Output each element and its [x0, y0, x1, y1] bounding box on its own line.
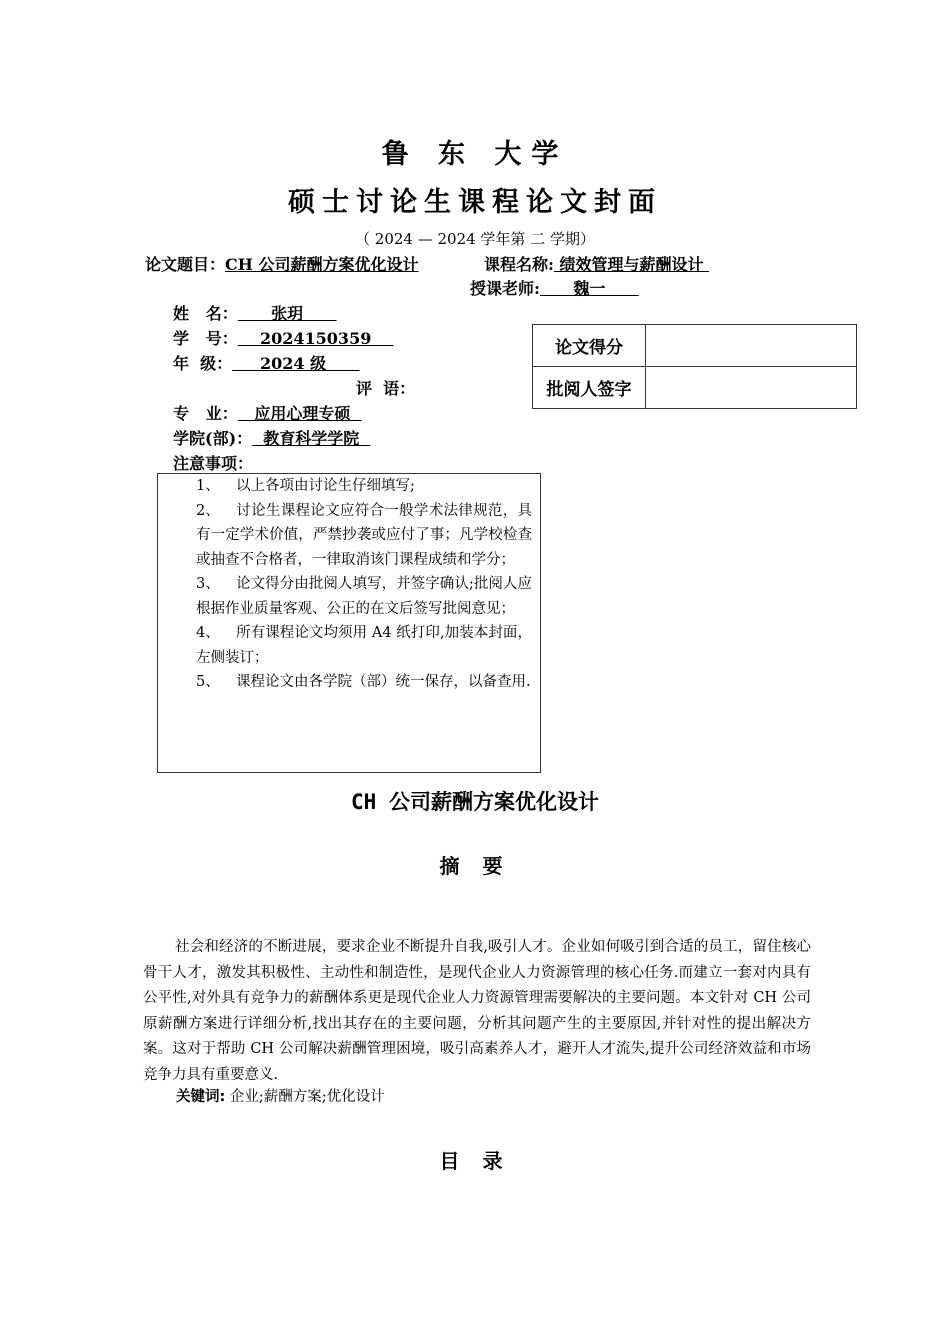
paper-title-value: CH 公司薪酬方案优化设计 [225, 255, 419, 274]
name-label: 姓 名： [173, 304, 238, 323]
major-row [173, 401, 362, 424]
course-value: 绩效管理与薪酬设计 [553, 255, 710, 274]
keywords-row [176, 1085, 385, 1106]
notes-item-number: 1、 [196, 478, 220, 494]
notes-item-text: 课程论文由各学院（部）统一保存，以备查用. [236, 674, 531, 690]
university-name: 鲁 东 大学 [381, 139, 569, 170]
college-row [173, 426, 370, 449]
notes-item-number: 3、 [196, 576, 220, 592]
notes-item-number: 2、 [196, 502, 220, 519]
academic-term: （ 2024 — 2024 学年第 二 学期） [355, 230, 595, 248]
student-id-value: 2024150359 [237, 329, 394, 348]
college-label: 学院(部)： [173, 429, 253, 448]
course-label: 课程名称: [484, 255, 554, 274]
notes-item [158, 621, 540, 670]
grade-label: 年 级： [173, 354, 233, 373]
notes-label: 注意事项： [173, 454, 254, 473]
signer-field[interactable] [646, 367, 857, 409]
notes-item [158, 499, 540, 573]
notes-box [157, 473, 541, 773]
abstract-text: 社会和经济的不断进展，要求企业不断提升自我,吸引人才。企业如何吸引到合适的员工，留住核心骨干人才，激发其积极性、主动性和制造性，是现代企业人力资源管理的核心任务.而建立一套对内具有公平性,对外具有竞争力的薪酬体系更是现代企业人力资源管理需要解决的主要问题。本文针对 CH 公司原薪酬方案进行详细分析,找出其存在的主要问题，分析其问题产生的主要原因,并针对性的提出解决方案。这对于帮助 CH 公司解决薪酬管理困境，吸引高素养人才，避开人才流失,提升公司经济效益和市场竞争力具有重要意义. [143, 939, 811, 1083]
cover-title: 硕士讨论生课程论文封面 [288, 187, 662, 218]
paper-title-row [145, 252, 418, 275]
course-row [484, 252, 709, 275]
name-row [173, 301, 337, 324]
comment-label: 评 语： [356, 379, 416, 398]
score-row [533, 325, 857, 367]
notes-item [158, 670, 540, 695]
student-id-row [173, 326, 394, 349]
toc-heading: 目 录 [439, 1149, 511, 1173]
student-id-label: 学 号： [173, 329, 238, 348]
notes-item-number: 4、 [196, 625, 220, 641]
notes-list [158, 474, 540, 695]
notes-item-number: 5、 [196, 674, 220, 690]
score-label: 论文得分 [533, 325, 646, 367]
teacher-row [470, 276, 639, 299]
signer-label: 批阅人签字 [533, 367, 646, 409]
notes-item-text: 论文得分由批阅人填写，并签字确认;批阅人应根据作业质量客观、公正的在文后签写批阅意见； [196, 576, 532, 617]
score-table [532, 324, 857, 409]
major-value: 应用心理专硕 [237, 404, 362, 423]
teacher-value: 魏一 [539, 279, 639, 298]
college-value: 教育科学学院 [252, 429, 371, 448]
notes-item-text: 所有课程论文均须用 A4 纸打印,加装本封面，左侧装订； [196, 625, 532, 666]
notes-item [158, 474, 540, 499]
teacher-label: 授课老师: [470, 279, 540, 298]
paper-heading: CH 公司薪酬方案优化设计 [351, 790, 599, 814]
paper-title-label: 论文题目： [145, 255, 226, 274]
keywords-value: 企业;薪酬方案;优化设计 [229, 1089, 385, 1105]
notes-item-text: 讨论生课程论文应符合一般学术法律规范，具有一定学术价值，严禁抄袭或应付了事；凡学校检查或抽查不合格者，一律取消该门课程成绩和学分； [196, 502, 532, 568]
major-label: 专 业： [173, 404, 238, 423]
notes-item [158, 572, 540, 621]
score-field[interactable] [646, 325, 857, 367]
keywords-label: 关键词: [176, 1089, 226, 1105]
signer-row [533, 367, 857, 409]
grade-row [173, 351, 360, 374]
abstract-heading: 摘 要 [439, 854, 511, 878]
grade-value: 2024 级 [232, 354, 360, 373]
name-value: 张玥 [237, 304, 337, 323]
notes-item-text: 以上各项由讨论生仔细填写; [236, 478, 415, 494]
